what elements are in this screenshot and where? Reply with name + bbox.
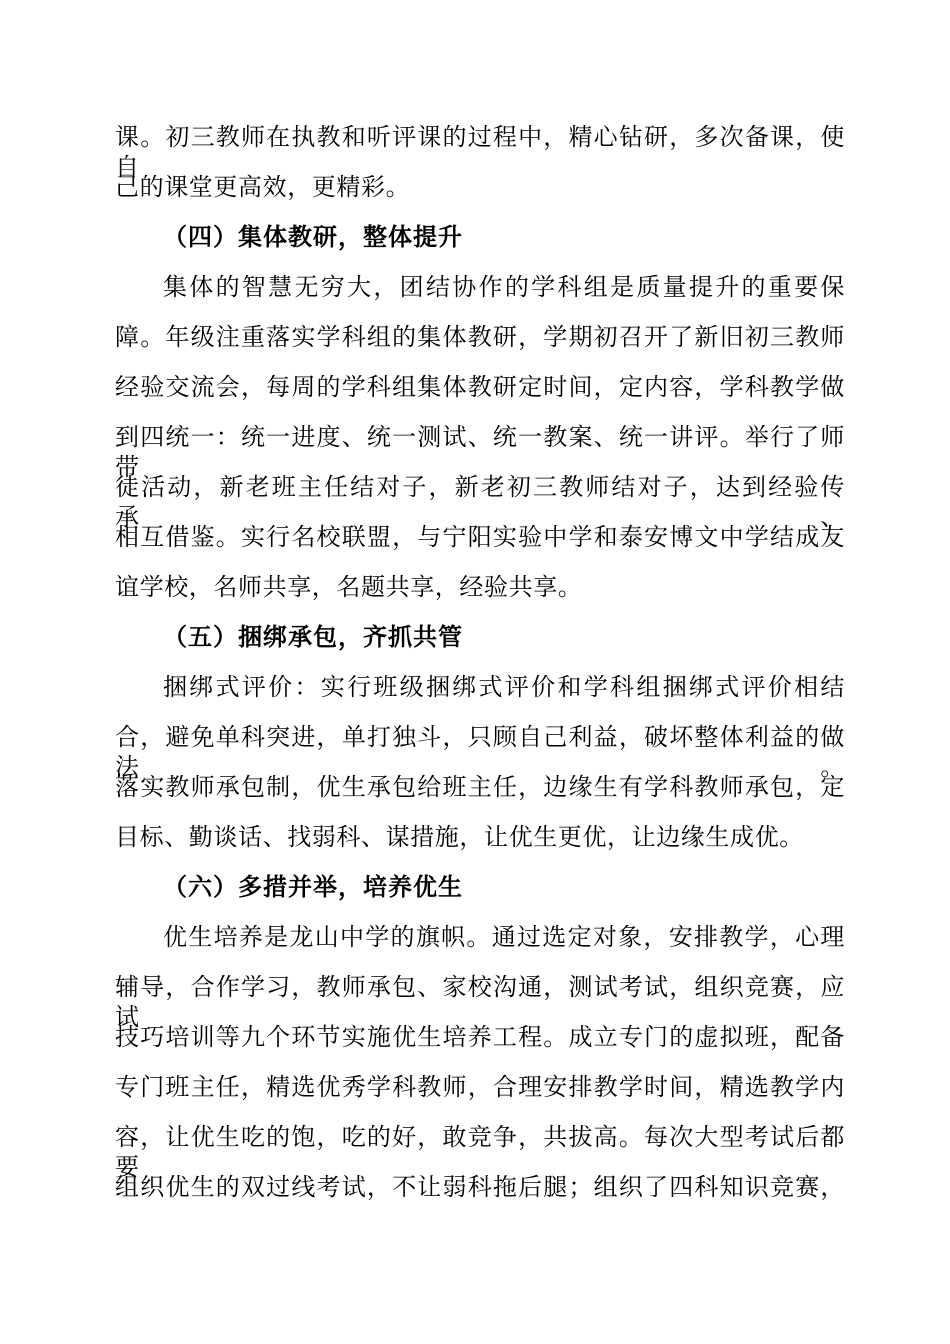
paragraph-line: 课。初三教师在执教和听评课的过程中，精心钻研，多次备课，使自: [115, 123, 845, 181]
paragraph-line: 障。年级注重落实学科组的集体教研，学期初召开了新旧初三教师: [115, 323, 845, 351]
paragraph-line: 辅导，合作学习，教师承包、家校沟通，测试考试，组织竞赛，应试: [115, 973, 845, 1031]
section-heading-4: （四）集体教研，整体提升: [163, 222, 463, 251]
paragraph-line: 谊学校，名师共享，名题共享，经验共享。: [115, 573, 583, 601]
paragraph-line: 专门班主任，精选优秀学科教师，合理安排教学时间，精选教学内: [115, 1073, 845, 1101]
section-heading-5: （五）捆绑承包，齐抓共管: [163, 622, 463, 651]
section-heading-6: （六）多措并举，培养优生: [163, 872, 463, 901]
paragraph-line: 集体的智慧无穷大，团结协作的学科组是质量提升的重要保: [163, 273, 845, 301]
paragraph-line: 相互借鉴。实行名校联盟，与宁阳实验中学和泰安博文中学结成友: [115, 523, 845, 551]
paragraph-line: 到四统一：统一进度、统一测试、统一教案、统一讲评。举行了师带: [115, 423, 845, 481]
paragraph-line: 落实教师承包制，优生承包给班主任，边缘生有学科教师承包，定: [115, 773, 845, 801]
paragraph-line: 经验交流会，每周的学科组集体教研定时间，定内容，学科教学做: [115, 373, 845, 401]
paragraph-line: 徒活动，新老班主任结对子，新老初三教师结对子，达到经验传承、: [115, 473, 845, 531]
paragraph-line: 捆绑式评价：实行班级捆绑式评价和学科组捆绑式评价相结: [163, 673, 845, 701]
paragraph-line: 组织优生的双过线考试，不让弱科拖后腿；组织了四科知识竞赛，: [115, 1173, 845, 1201]
paragraph-line: 技巧培训等九个环节实施优生培养工程。成立专门的虚拟班，配备: [115, 1023, 845, 1051]
paragraph-line: 目标、勤谈话、找弱科、谋措施，让优生更优，让边缘生成优。: [115, 823, 804, 851]
paragraph-line: 己的课堂更高效，更精彩。: [115, 173, 411, 201]
paragraph-line: 容，让优生吃的饱，吃的好，敢竞争，共拔高。每次大型考试后都要: [115, 1123, 845, 1181]
paragraph-line: 优生培养是龙山中学的旗帜。通过选定对象，安排教学，心理: [163, 923, 845, 951]
paragraph-line: 合，避免单科突进，单打独斗，只顾自己利益，破坏整体利益的做法。: [115, 723, 845, 781]
